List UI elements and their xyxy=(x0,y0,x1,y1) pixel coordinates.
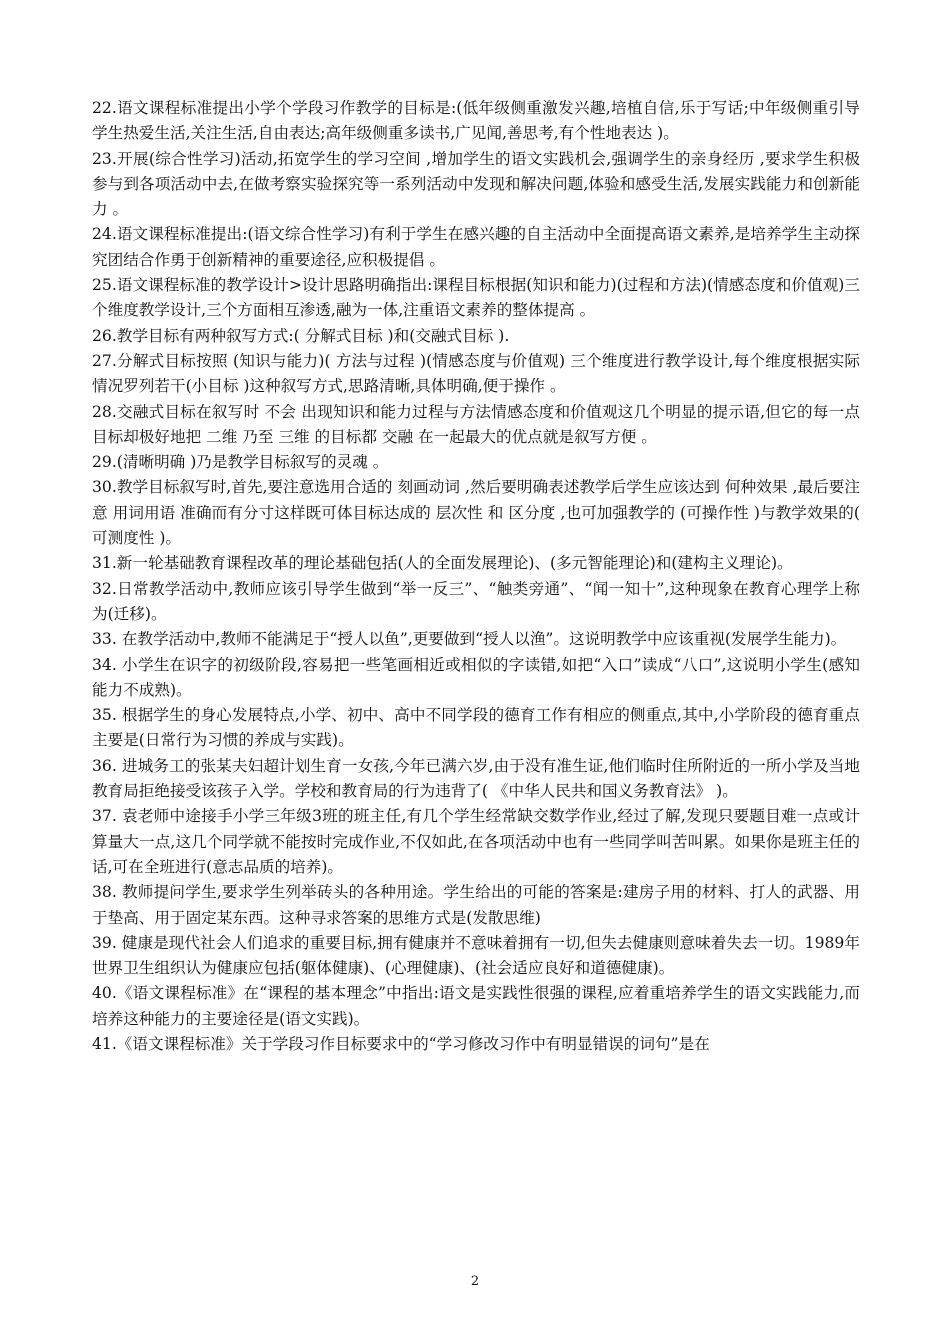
question-item-24: 24.语文课程标准提出:(语文综合性学习)有利于学生在感兴趣的自主活动中全面提高语文素养,是培养学生主动探究团结合作勇于创新精神的重要途径,应积极提倡 。 xyxy=(92,225,860,269)
question-item-34: 34. 小学生在识字的初级阶段,容易把一些笔画相近或相似的字读错,如把“入口”读成“八口”,这说明小学生(感知能力不成熟)。 xyxy=(92,655,860,699)
question-item-22: 22.语文课程标准提出小学个学段习作教学的目标是:(低年级侧重激发兴趣,培植自信,乐于写话;中年级侧重引导学生热爱生活,关注生活,自由表达;高年级侧重多读书,广见闻,善思考,有个性地表达 )。 xyxy=(92,99,860,143)
question-item-23: 23.开展(综合性学习)活动,拓宽学生的学习空间 ,增加学生的语文实践机会,强调学生的亲身经历 ,要求学生积极参与到各项活动中去,在做考察实验探究等一系列活动中发现和解决问题,体验和感受生活,发展实践能力和创新能力 。 xyxy=(92,149,860,219)
question-item-29: 29.(清晰明确 )乃是教学目标叙写的灵魂 。 xyxy=(92,453,389,472)
question-item-38: 38. 教师提问学生,要求学生列举砖头的各种用途。学生给出的可能的答案是:建房子用的材料、打人的武器、用于垫高、用于固定某东西。这种寻求答案的思维方式是(发散思维) xyxy=(92,883,860,927)
question-item-28: 28.交融式目标在叙写时 不会 出现知识和能力过程与方法情感态度和价值观这几个明显的提示语,但它的每一点目标却极好地把 二维 乃至 三维 的目标都 交融 在一起最大的优点就是叙写方便 。 xyxy=(92,402,860,446)
question-item-37: 37. 袁老师中途接手小学三年级3班的班主任,有几个学生经常缺交数学作业,经过了解,发现只要题目难一点或计算量大一点,这几个同学就不能按时完成作业,不仅如此,在各项活动中也有一些同学叫苦叫累。如果你是班主任的话,可在全班进行(意志品质的培养)。 xyxy=(92,807,860,876)
question-item-27: 27.分解式目标按照 (知识与能力)( 方法与过程 )(情感态度与价值观) 三个维度进行教学设计,每个维度根据实际情况罗列若干(小目标 )这种叙写方式,思路清晰,具体明确,便于操作 。 xyxy=(92,351,860,396)
question-item-25: 25.语文课程标准的教学设计>设计思路明确指出:课程目标根据(知识和能力)(过程和方法)(情感态度和价值观)三个维度教学设计,三个方面相互渗透,融为一体,注重语文素养的整体提高 。 xyxy=(92,276,860,320)
question-item-36: 36. 进城务工的张某夫妇超计划生育一女孩,今年已满六岁,由于没有准生证,他们临时住所附近的一所小学及当地教育局拒绝接受该孩子入学。学校和教育局的行为违背了( 《中华人民共和国义务教育法》 )。 xyxy=(92,756,860,801)
document-body xyxy=(92,96,860,1057)
question-item-33: 33. 在教学活动中,教师不能满足于“授人以鱼”,更要做到“授人以渔”。这说明教学中应该重视(发展学生能力)。 xyxy=(92,630,847,649)
question-item-26: 26.教学目标有两种叙写方式:( 分解式目标 )和(交融式目标 ). xyxy=(92,326,510,345)
question-item-31: 31.新一轮基础教育课程改革的理论基础包括(人的全面发展理论)、(多元智能理论)和(建构主义理论)。 xyxy=(92,554,793,573)
question-item-39: 39. 健康是现代社会人们追求的重要目标,拥有健康并不意味着拥有一切,但失去健康则意味着失去一切。1989年世界卫生组织认为健康应包括(躯体健康)、(心理健康)、(社会适应良好和道德健康)。 xyxy=(92,933,860,978)
question-item-32: 32.日常教学活动中,教师应该引导学生做到“举一反三”、“触类旁通”、“闻一知十”,这种现象在教育心理学上称为(迁移)。 xyxy=(92,579,860,623)
question-item-41: 41.《语文课程标准》关于学段习作目标要求中的“学习修改习作中有明显错误的词句”是在 xyxy=(92,1034,710,1053)
question-item-40: 40.《语文课程标准》在“课程的基本理念”中指出:语文是实践性很强的课程,应着重培养学生的语文实践能力,而培养这种能力的主要途径是(语文实践)。 xyxy=(92,984,860,1028)
question-item-30: 30.教学目标叙写时,首先,要注意选用合适的 刻画动词 ,然后要明确表述教学后学生应该达到 何种效果 ,最后要注意 用词用语 准确而有分寸这样既可体目标达成的 层次性 和 区分度 ,也可加强教学的 (可操作性 )与教学效果的( 可测度性 )。 xyxy=(92,478,860,548)
question-item-35: 35. 根据学生的身心发展特点,小学、初中、高中不同学段的德育工作有相应的侧重点,其中,小学阶段的德育重点主要是(日常行为习惯的养成与实践)。 xyxy=(92,706,860,750)
page-number: 2 xyxy=(470,1274,480,1289)
